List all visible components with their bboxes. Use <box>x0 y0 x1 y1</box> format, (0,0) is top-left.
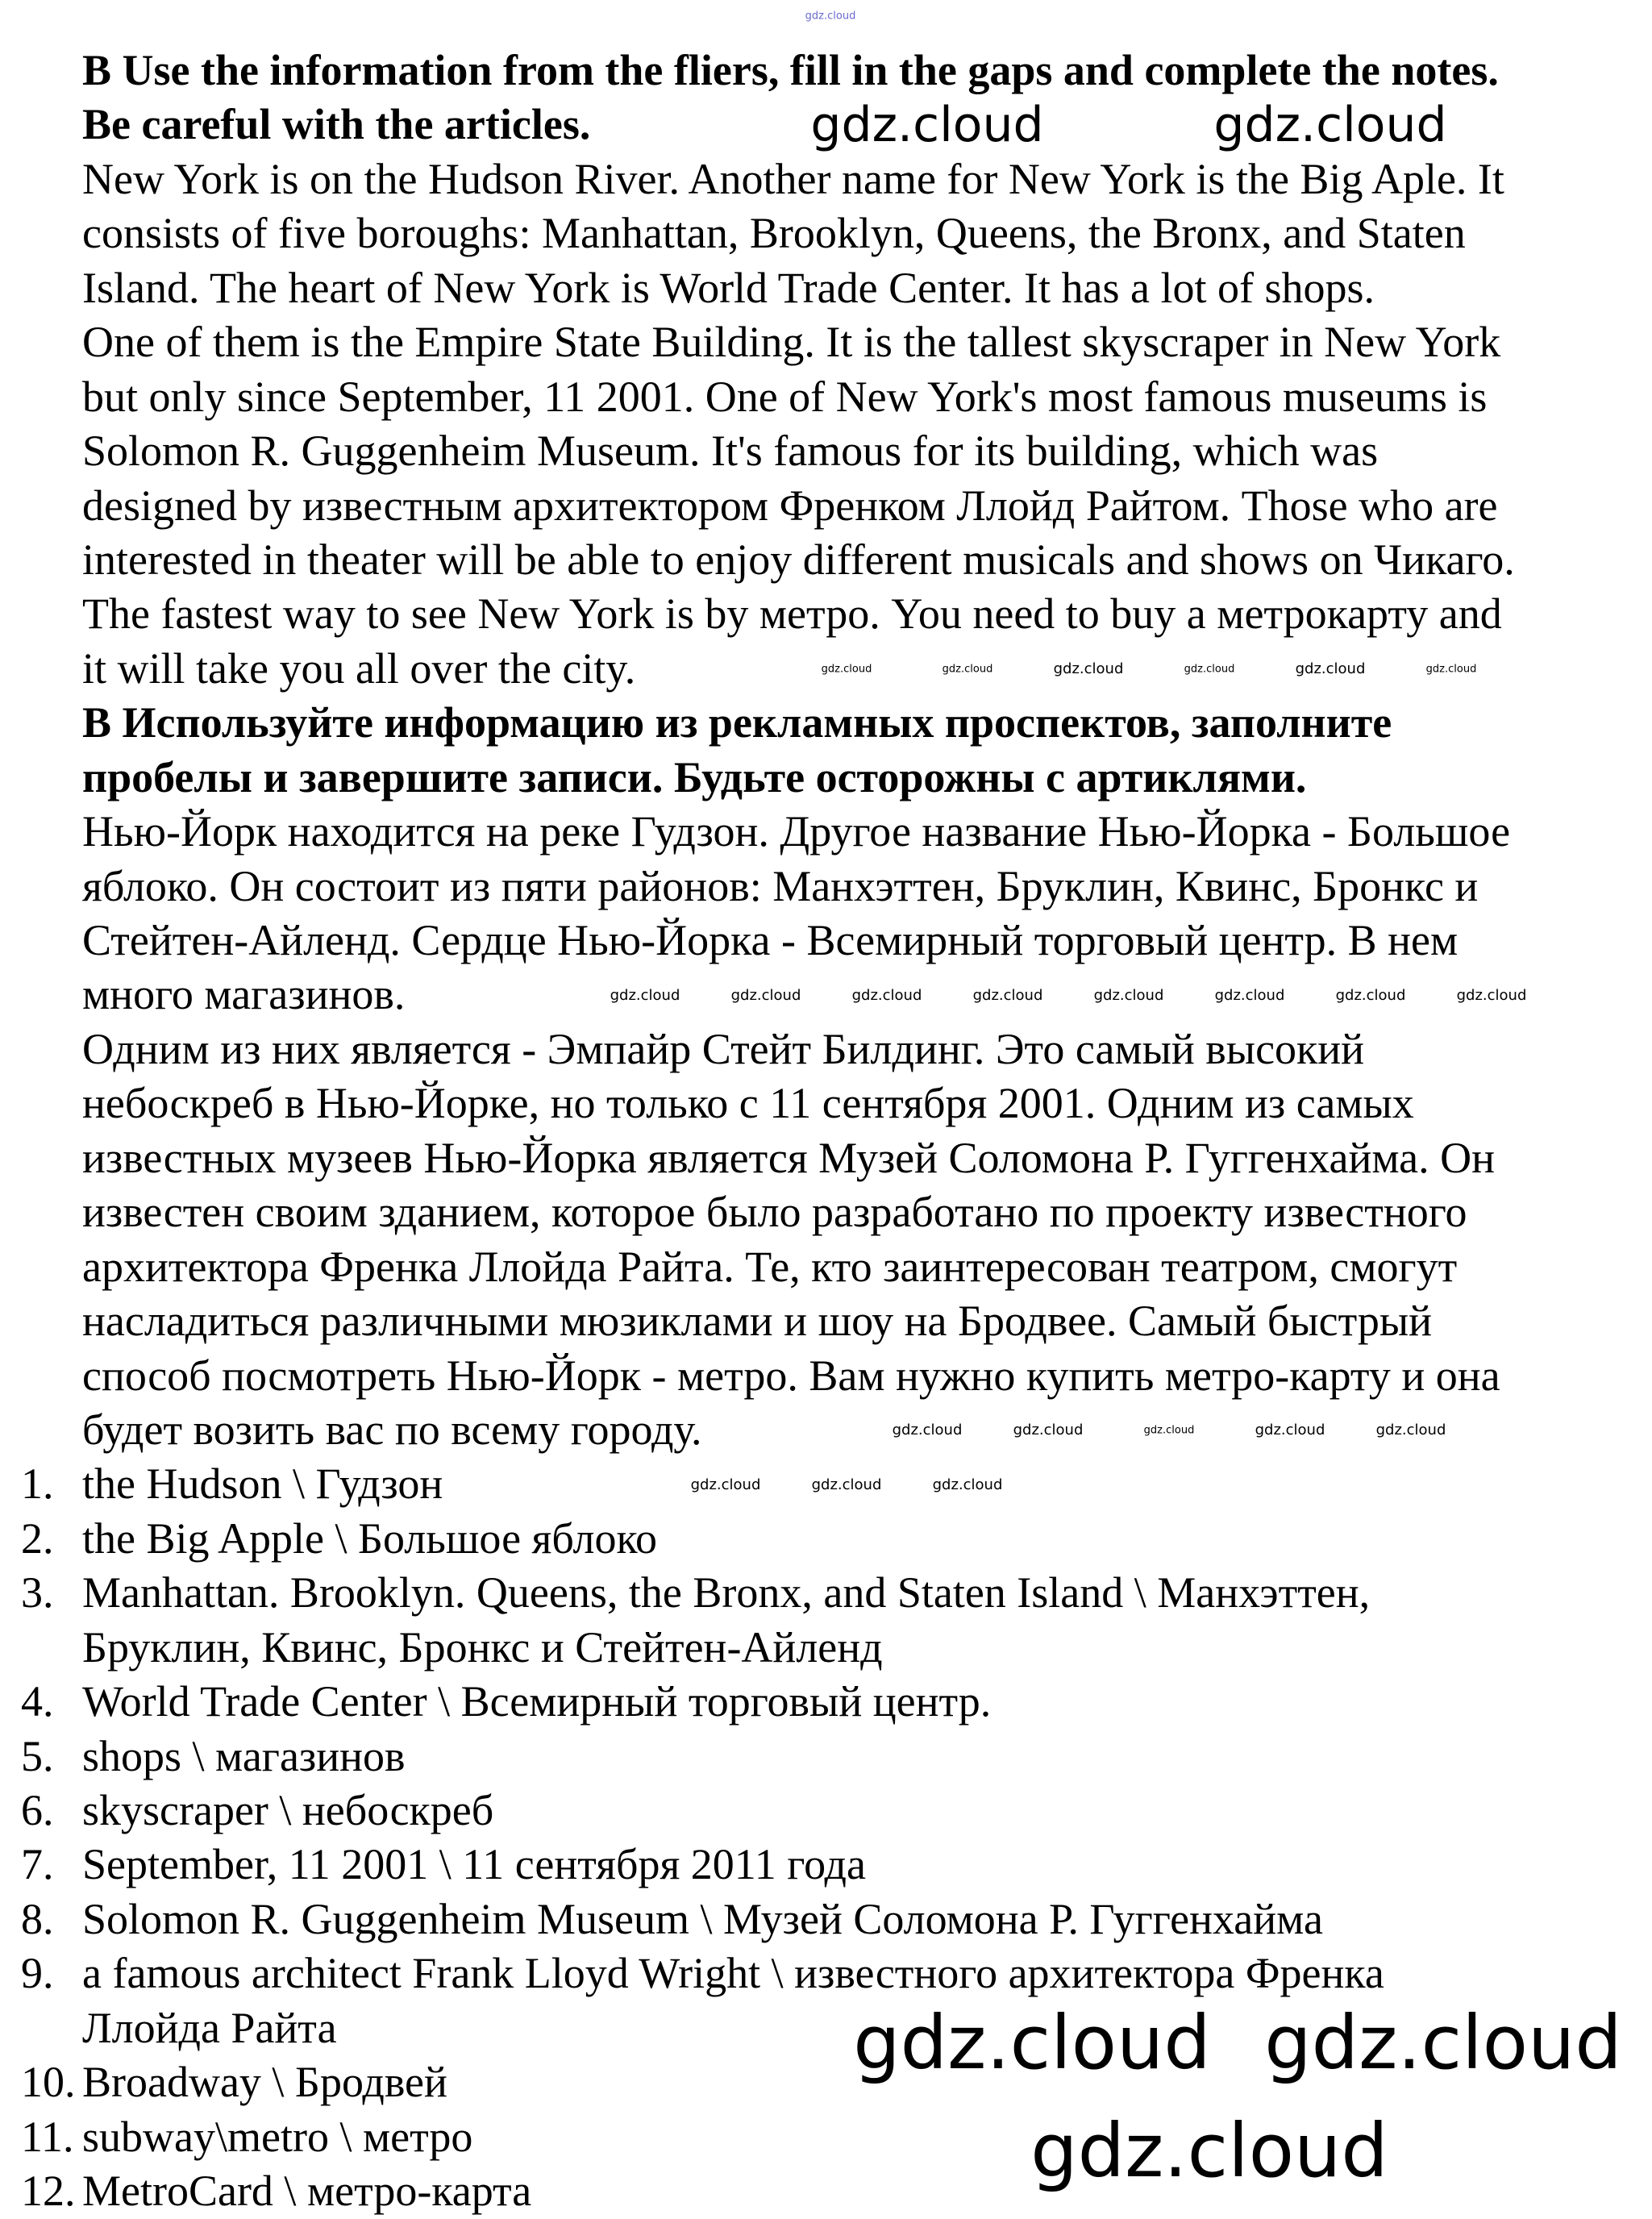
answer-item <box>0 1838 1652 1892</box>
watermark: gdz.cloud <box>1295 660 1366 677</box>
watermark: gdz.cloud <box>730 987 801 1004</box>
text-line: яблоко. Он состоит из пяти районов: Манхэттен, Бруклин, Квинс, Бронкс и <box>82 861 1479 910</box>
watermark: gdz.cloud <box>821 663 872 676</box>
russian-heading: пробелы и завершите записи. Будьте осторожны с артиклями. <box>82 752 1307 801</box>
answer-number: 10. <box>21 2058 76 2107</box>
answer-item <box>0 2164 1652 2218</box>
text-line: Одним из них является - Эмпайр Стейт Билдинг. Это самый высокий <box>82 1024 1365 1073</box>
answer-number: 11. <box>21 2112 74 2161</box>
russian-paragraph <box>0 805 1652 1457</box>
english-heading: B Use the information from the fliers, fill in the gaps and complete the notes. <box>82 46 1499 94</box>
answer-text: World Trade Center \ Всемирный торговый центр. <box>82 1677 992 1726</box>
text-line: насладиться различными мюзиклами и шоу на Бродвее. Самый быстрый <box>82 1297 1432 1346</box>
answer-number: 8. <box>21 1894 54 1943</box>
text-line: Нью-Йорк находится на реке Гудзон. Другое название Нью-Йорка - Большое <box>82 807 1511 856</box>
answer-item <box>0 1512 1652 1566</box>
watermark: gdz.cloud <box>851 987 922 1004</box>
watermark: gdz.cloud <box>1255 1422 1325 1438</box>
watermark: gdz.cloud <box>932 1476 1003 1493</box>
text-line: Island. The heart of New York is World Trade Center. It has a lot of shops. <box>82 263 1375 312</box>
answer-list <box>0 1457 1652 2218</box>
watermark: gdz.cloud <box>1030 2108 1388 2194</box>
watermark: gdz.cloud <box>811 1476 882 1493</box>
text-line: interested in theater will be able to enjoy different musicals and shows on Чикаго. <box>82 535 1515 584</box>
watermark: gdz.cloud <box>1335 987 1406 1004</box>
english-heading: Be careful with the articles. <box>82 100 591 149</box>
watermark: gdz.cloud <box>1425 663 1477 676</box>
answer-text: Manhattan. Brooklyn. Queens, the Bronx, and Staten Island \ Манхэттен, <box>82 1568 1371 1617</box>
watermark: gdz.cloud <box>690 1476 761 1493</box>
watermark: gdz.cloud <box>805 10 856 23</box>
answer-number: 7. <box>21 1840 54 1889</box>
answer-number: 12. <box>21 2167 76 2216</box>
text-line: известных музеев Нью-Йорка является Музей Соломона Р. Гуггенхайма. Он <box>82 1133 1496 1182</box>
watermark: gdz.cloud <box>610 987 680 1004</box>
answer-item <box>0 1730 1652 1784</box>
watermark: gdz.cloud <box>942 663 993 676</box>
answer-text: skyscraper \ небоскреб <box>82 1786 494 1834</box>
text-line: One of them is the Empire State Building. It is the tallest skyscraper in New York <box>82 318 1501 367</box>
answer-number: 5. <box>21 1731 54 1780</box>
watermark: gdz.cloud <box>1184 663 1235 676</box>
answer-text: a famous architect Frank Lloyd Wright \ известного архитектора Френка <box>82 1949 1384 1998</box>
text-line: известен своим зданием, которое было разработано по проекту известного <box>82 1188 1467 1237</box>
text-line: but only since September, 11 2001. One of New York's most famous museums is <box>82 372 1488 421</box>
text-line: небоскреб в Нью-Йорке, но только с 11 сентября 2001. Одним из самых <box>82 1079 1414 1128</box>
watermark: gdz.cloud <box>972 987 1043 1004</box>
text-line: будет возить вас по всему городу. <box>82 1405 702 1454</box>
answer-text: MetroCard \ метро-карта <box>82 2167 532 2216</box>
text-line: способ посмотреть Нью-Йорк - метро. Вам нужно купить метро-карту и она <box>82 1351 1500 1400</box>
answer-text: Ллойда Райта <box>82 2003 337 2052</box>
answer-text: September, 11 2001 \ 11 сентября 2011 года <box>82 1840 866 1889</box>
text-line: Solomon R. Guggenheim Museum. It's famous for its building, which was <box>82 427 1379 476</box>
text-line: it will take you all over the city. <box>82 643 636 693</box>
text-line: designed by известным архитектором Френком Ллойд Райтом. Those who are <box>82 481 1498 530</box>
answer-text: subway\metro \ метро <box>82 2112 473 2161</box>
watermark: gdz.cloud <box>1093 987 1164 1004</box>
answer-item <box>0 1675 1652 1729</box>
answer-item <box>0 1566 1652 1620</box>
answer-text: Бруклин, Квинс, Бронкс и Стейтен-Айленд <box>82 1622 883 1672</box>
answer-text: the Big Apple \ Большое яблоко <box>82 1513 657 1563</box>
watermark: gdz.cloud <box>1213 97 1447 153</box>
answer-number: 9. <box>21 1949 54 1998</box>
watermark: gdz.cloud <box>1053 660 1124 677</box>
answer-text: Broadway \ Бродвей <box>82 2058 447 2107</box>
document-body <box>0 44 1652 2219</box>
answer-number: 3. <box>21 1568 54 1617</box>
text-line: Стейтен-Айленд. Сердце Нью-Йорка - Всемирный торговый центр. В нем <box>82 916 1459 964</box>
text-line: New York is on the Hudson River. Another name for New York is the Big Aple. It <box>82 154 1504 203</box>
watermark: gdz.cloud <box>1264 2000 1622 2086</box>
text-line: consists of five boroughs: Manhattan, Brooklyn, Queens, the Bronx, and Staten <box>82 209 1466 258</box>
watermark: gdz.cloud <box>892 1422 963 1438</box>
english-paragraph <box>0 152 1652 696</box>
text-line: много магазинов. <box>82 970 406 1019</box>
russian-heading: В Используйте информацию из рекламных проспектов, заполните <box>82 698 1392 747</box>
answer-number: 1. <box>21 1459 54 1509</box>
answer-item-continuation <box>0 1621 1652 1675</box>
watermark: gdz.cloud <box>1013 1422 1084 1438</box>
watermark: gdz.cloud <box>810 97 1044 153</box>
answer-item <box>0 1892 1652 1946</box>
answer-text: the Hudson \ Гудзон <box>82 1459 443 1509</box>
answer-number: 4. <box>21 1677 54 1726</box>
watermark: gdz.cloud <box>1375 1422 1446 1438</box>
answer-number: 2. <box>21 1513 54 1563</box>
watermark: gdz.cloud <box>1214 987 1285 1004</box>
answer-item <box>0 1784 1652 1838</box>
answer-item <box>0 1946 1652 2000</box>
watermark: gdz.cloud <box>1456 987 1527 1004</box>
answer-item <box>0 2110 1652 2164</box>
answer-number: 6. <box>21 1786 54 1834</box>
text-line: архитектора Френка Ллойда Райта. Те, кто заинтересован театром, смогут <box>82 1242 1458 1291</box>
watermark: gdz.cloud <box>1143 1424 1195 1437</box>
answer-text: shops \ магазинов <box>82 1731 406 1780</box>
answer-text: Solomon R. Guggenheim Museum \ Музей Соломона Р. Гуггенхайма <box>82 1894 1323 1943</box>
watermark: gdz.cloud <box>853 2000 1211 2086</box>
text-line: The fastest way to see New York is by метро. You need to buy a метрокарту and <box>82 589 1502 639</box>
